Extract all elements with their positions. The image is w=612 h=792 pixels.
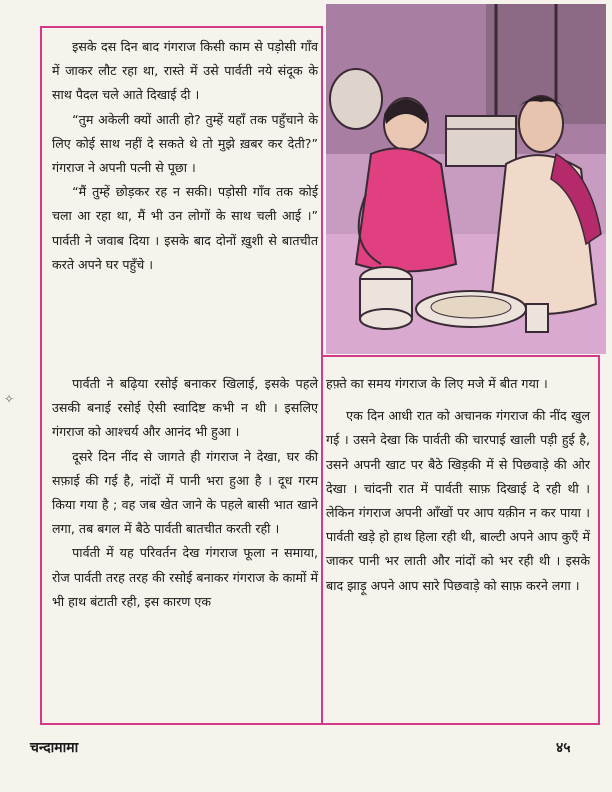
page-number: ४५: [556, 740, 571, 756]
frame-mid-line: [321, 355, 600, 357]
right-column-text: [326, 372, 590, 598]
frame-top-line: [40, 26, 323, 28]
paragraph: एक दिन आधी रात को अचानक गंगराज की नींद खुल गई । उसने देखा कि पार्वती की चारपाई खाली पड़ी हुई है, उसने अपनी खाट पर बैठे खिड़की में से पिछवाड़े की ओर देखा । चांदनी रात में पार्वती साफ़ दिखाई दे रही थी । लेकिन गंगराज अपनी आँखों पर आप यक़ीन न कर पाया । पार्वती खड़े हो हाथ हिला रही थी, बाल्टी अपने आप कुएँ में जाकर पानी भर लाती और नांदों को भर रही थी । इसके बाद झाड़ू अपने आप सारे पिछवाड़े को साफ़ करने लगा ।: [326, 408, 590, 593]
paragraph: “तुम अकेली क्यों आती हो? तुम्हें यहाँ तक पहुँचाने के लिए कोई साथ नहीं दे सकते थे तो मुझे ख़बर कर देती?” गंगराज ने अपनी पत्नी से पूछा ।: [52, 111, 318, 176]
left-column-top-text: [52, 35, 318, 277]
frame-left-line: [40, 26, 42, 724]
paragraph: पार्वती में यह परिवर्तन देख गंगराज फूला न समाया, रोज पार्वती तरह तरह की रसोई बनाकर गंगराज के कामों में भी हाथ बंटाती रही, इस कारण एक: [52, 545, 318, 609]
margin-mark-icon: ✧: [4, 392, 15, 406]
paragraph: हफ़्ते का समय गंगराज के लिए मजे में बीत गया ।: [326, 376, 548, 391]
paragraph: “मैं तुम्हें छोड़कर रह न सकी। पड़ोसी गाँव तक कोई चला आ रहा था, मैं भी उन लोगों के साथ चली आई ।” पार्वती ने जवाब दिया । इसके बाद दोनों ख़ुशी से बातचीत करते अपने घर पहुँचे ।: [52, 184, 318, 272]
illustration-drawing: [326, 4, 606, 354]
frame-bottom-line: [40, 723, 600, 725]
story-illustration: [326, 4, 606, 354]
paragraph: पार्वती ने बढ़िया रसोई बनाकर खिलाई, इसके पहले उसकी बनाई रसोई ऐसी स्वादिष्ट कभी न थी । इसलिए गंगराज को आश्चर्य और आनंद भी हुआ ।: [52, 376, 318, 440]
frame-column-divider: [321, 26, 323, 724]
paragraph: दूसरे दिन नींद से जागते ही गंगराज ने देखा, घर की सफ़ाई की गई है, नांदों में पानी भरा हुआ है । दूध गरम किया गया है ; वह जब खेत जाने के पहले बासी भात खाने लगा, तब बगल में बैठे पार्वती बातचीत करती रही ।: [52, 448, 318, 537]
left-column-bottom-text: [52, 372, 318, 614]
frame-right-line: [598, 355, 600, 725]
paragraph: इसके दस दिन बाद गंगराज किसी काम से पड़ोसी गाँव में जाकर लौट रहा था, रास्ते में उसे पार्वती नये संदूक के साथ पैदल चले आते दिखाई दी ।: [52, 39, 318, 103]
magazine-name: चन्दामामा: [30, 740, 79, 756]
